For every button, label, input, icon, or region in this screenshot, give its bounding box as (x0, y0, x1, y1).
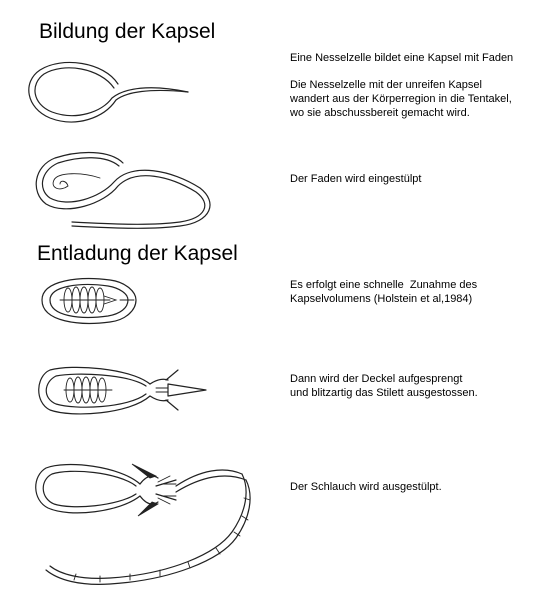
figure-capsule-swelling (42, 279, 136, 324)
figure-thread-inverted (36, 153, 210, 229)
heading-discharge: Entladung der Kapsel (37, 242, 238, 265)
figure-stylet-ejected (39, 367, 206, 414)
coiled-thread (60, 287, 116, 313)
caption-step-6: Der Schlauch wird ausgestülpt. (290, 481, 442, 493)
caption-step-5: Dann wird der Deckel aufgesprengt und blitzartig das Stilett ausgestossen. (290, 373, 478, 399)
caption-step-1: Eine Nesselzelle bildet eine Kapsel mit Faden (290, 52, 514, 64)
caption-step-3: Der Faden wird eingestülpt (290, 173, 422, 185)
caption-step-4: Es erfolgt eine schnelle Zunahme des Kapselvolumens (Holstein et al,1984) (290, 279, 478, 305)
caption-step-2: Die Nesselzelle mit der unreifen Kapsel wandert aus der Körperregion in die Tentakel, wo sie abschussbereit gemacht wird. (290, 79, 512, 119)
figure-tubule-everted (36, 464, 250, 584)
coiled-thread (64, 377, 112, 403)
heading-formation: Bildung der Kapsel (39, 20, 216, 43)
figure-capsule-with-thread (29, 62, 188, 121)
